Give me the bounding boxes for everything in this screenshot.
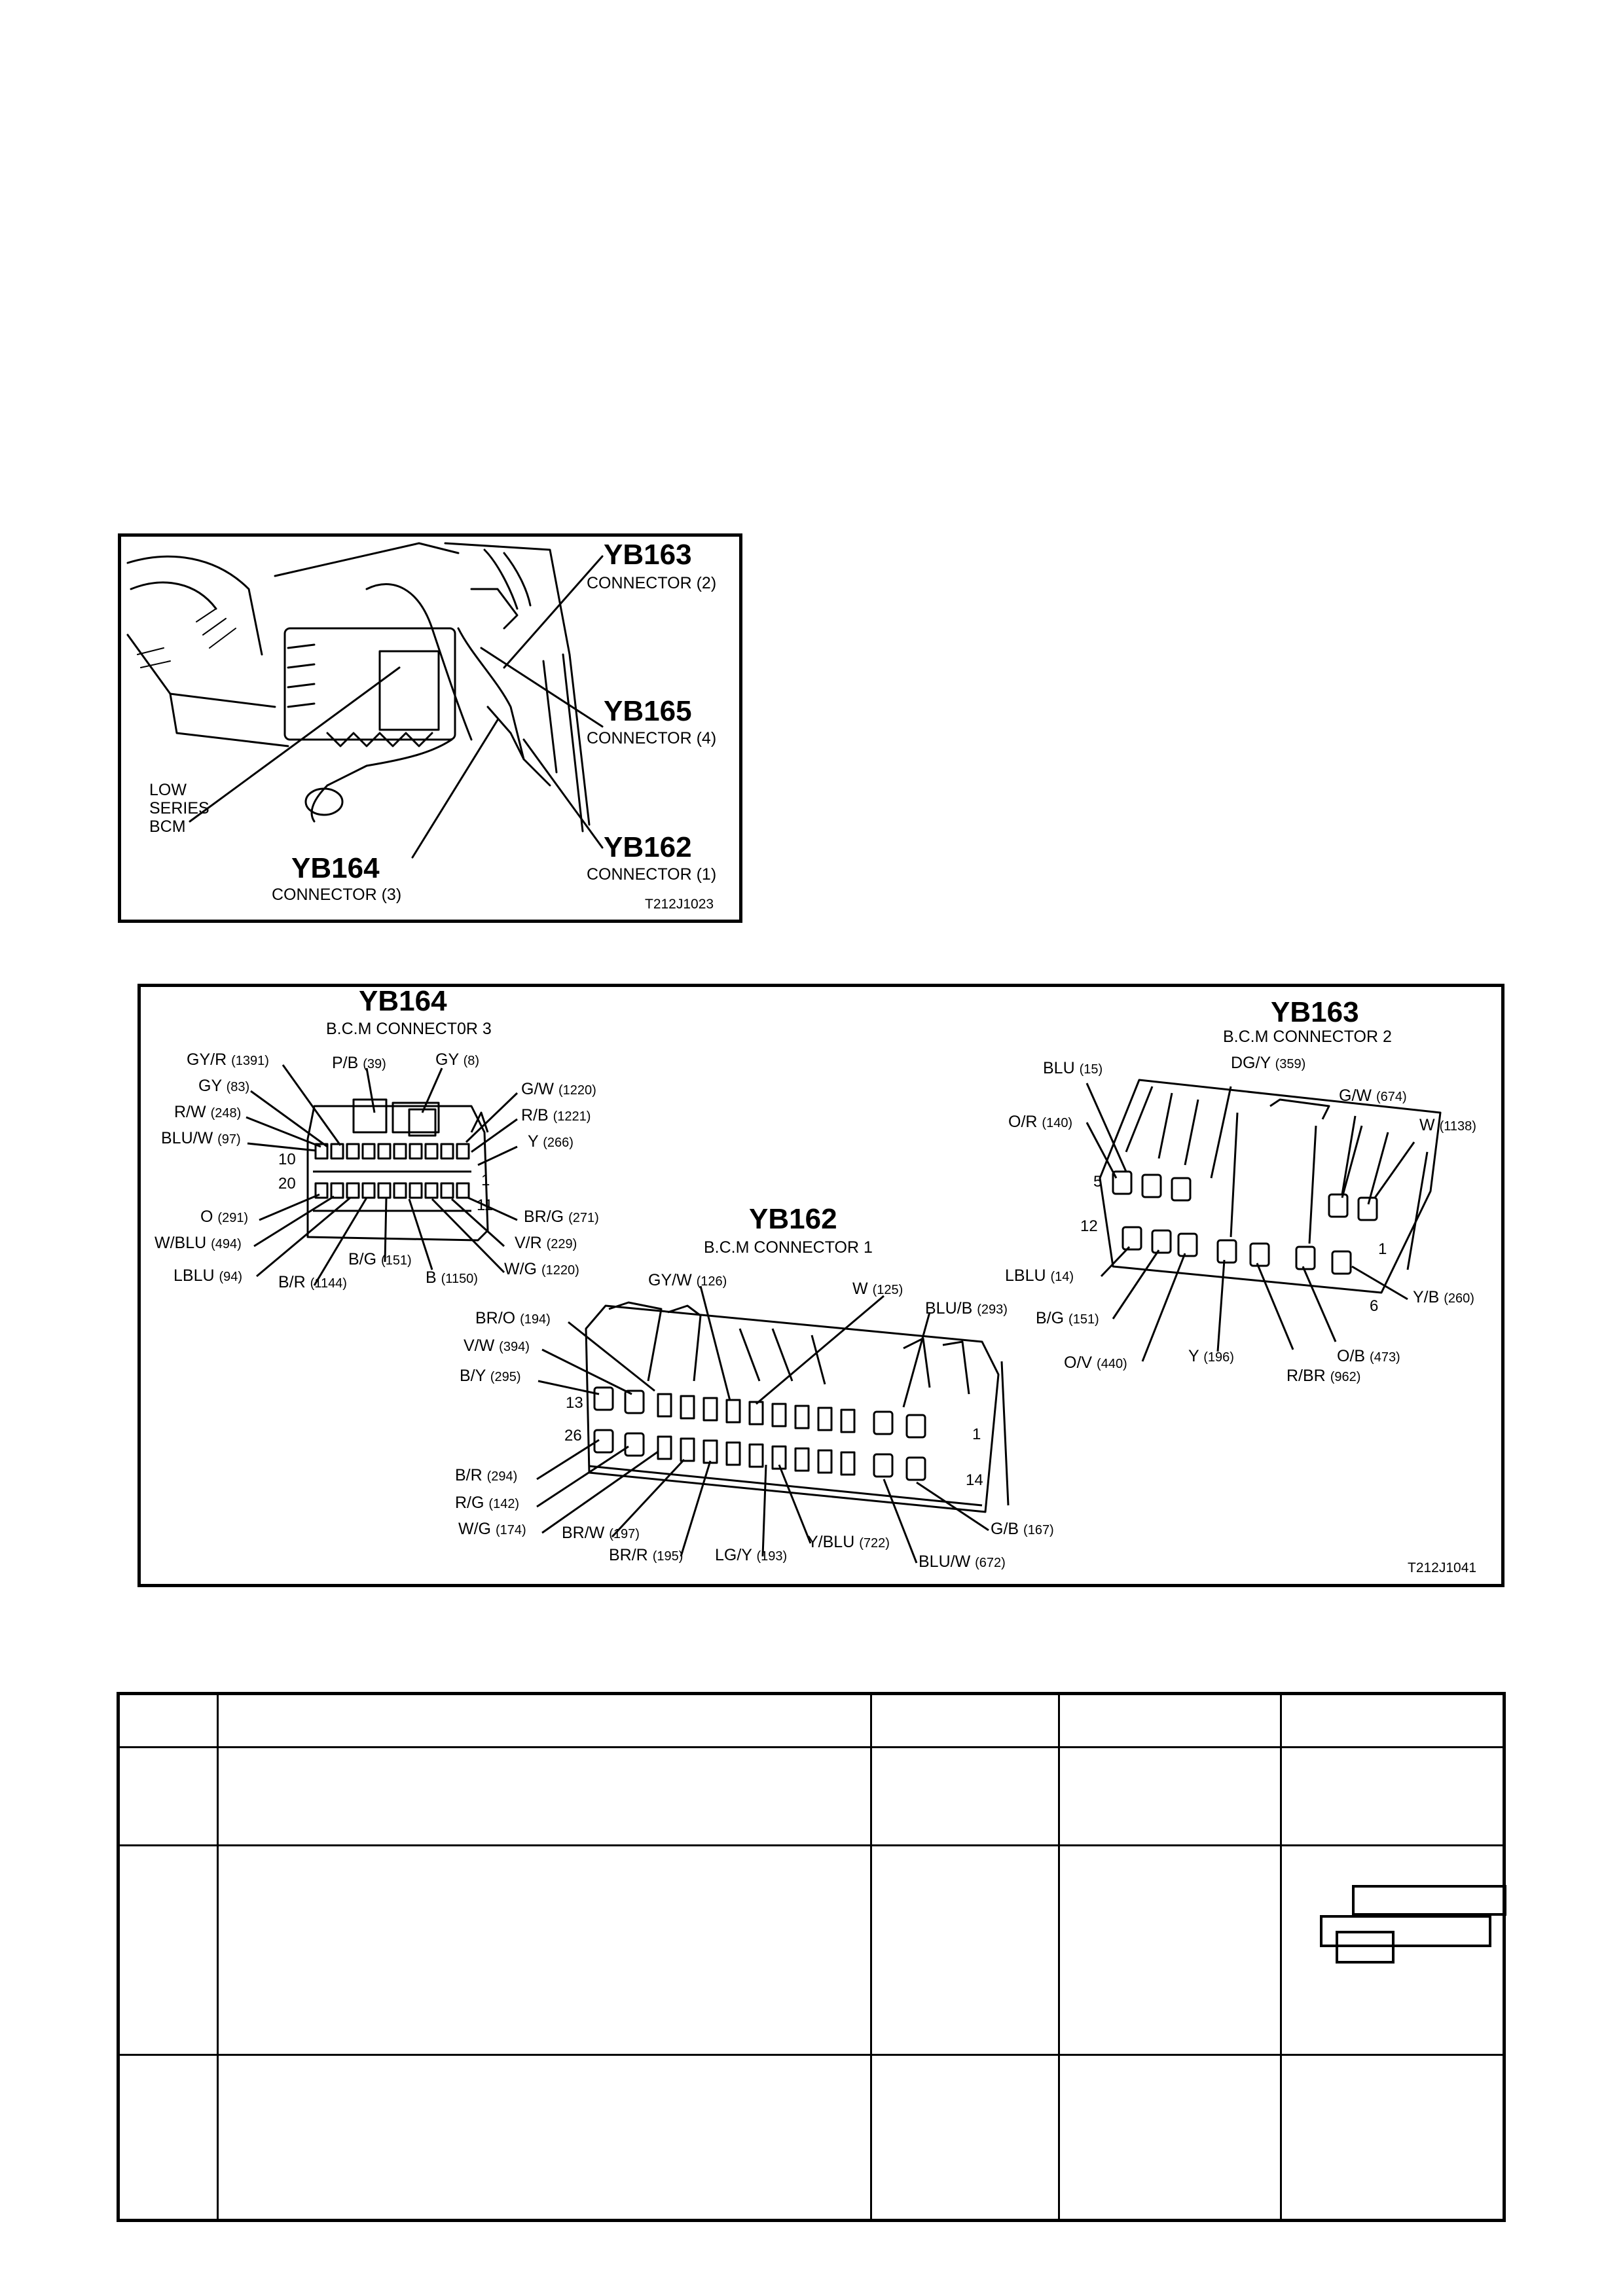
yb164-wire-label: O (291) xyxy=(200,1208,249,1226)
yb163-wire-label: BLU (15) xyxy=(1043,1059,1103,1077)
yb164-wire-label: V/R (229) xyxy=(515,1234,577,1252)
yb163-wire-label: DG/Y (359) xyxy=(1231,1054,1306,1072)
yb164-title: YB164 xyxy=(359,985,447,1017)
yb164-wire-label: B (1150) xyxy=(426,1268,478,1287)
yb164-pin-number: 1 xyxy=(481,1172,490,1189)
yb164-pin-number: 20 xyxy=(278,1175,296,1193)
yb163-wire-label: Y (196) xyxy=(1188,1347,1234,1365)
yb162-wire-label: Y/BLU (722) xyxy=(807,1533,890,1551)
yb164-wire-label: GY/R (1391) xyxy=(187,1050,269,1069)
yb163-pin-number: 12 xyxy=(1080,1217,1098,1235)
yb164-wire-label: W/G (1220) xyxy=(504,1260,579,1278)
location-figure-code: T212J1023 xyxy=(645,897,714,912)
yb164-wire-label: R/W (248) xyxy=(174,1103,242,1121)
yb163-wire-label: R/BR (962) xyxy=(1286,1367,1361,1385)
yb164-wire-label: B/R (1144) xyxy=(278,1273,347,1291)
yb164-location-sub: CONNECTOR (3) xyxy=(272,886,402,904)
yb164-wire-label: W/BLU (494) xyxy=(155,1234,242,1252)
yb163-wire-label: G/W (674) xyxy=(1339,1086,1407,1105)
yb164-subtitle: B.C.M CONNECT0R 3 xyxy=(326,1020,492,1038)
yb164-location-label: YB164 xyxy=(291,852,380,884)
yb163-wire-label: O/V (440) xyxy=(1064,1354,1127,1372)
yb164-wire-label: LBLU (94) xyxy=(173,1266,243,1285)
yb162-pin-number: 1 xyxy=(972,1426,981,1443)
yb162-pin-number: 13 xyxy=(566,1394,583,1412)
bcm-label-line-3: BCM xyxy=(149,817,186,836)
yb162-pin-number: 14 xyxy=(966,1471,983,1489)
yb164-wire-label: B/G (151) xyxy=(348,1250,412,1268)
yb162-wire-label: G/B (167) xyxy=(991,1520,1054,1538)
yb162-wire-label: W/G (174) xyxy=(458,1520,526,1538)
yb162-pin-number: 26 xyxy=(564,1427,582,1444)
yb165-location-sub: CONNECTOR (4) xyxy=(587,729,717,747)
yb162-wire-label: GY/W (126) xyxy=(648,1271,727,1289)
yb163-pin-number: 1 xyxy=(1378,1240,1387,1258)
yb164-wire-label: GY (83) xyxy=(198,1077,250,1095)
yb162-location-label: YB162 xyxy=(604,831,692,863)
yb164-pin-number: 11 xyxy=(477,1196,493,1214)
yb162-wire-label: B/Y (295) xyxy=(460,1367,521,1385)
yb162-wire-label: LG/Y (193) xyxy=(715,1546,788,1564)
yb163-location-sub: CONNECTOR (2) xyxy=(587,574,717,592)
yb163-wire-label: B/G (151) xyxy=(1036,1309,1099,1327)
yb162-wire-label: BR/W (197) xyxy=(562,1524,640,1542)
yb163-title: YB163 xyxy=(1271,996,1359,1028)
yb162-wire-label: BLU/B (293) xyxy=(925,1299,1008,1318)
yb164-wire-label: P/B (39) xyxy=(332,1054,386,1072)
yb163-pin-number: 5 xyxy=(1093,1173,1103,1191)
bcm-label-line-1: LOW xyxy=(149,781,187,799)
yb163-pin-number: 6 xyxy=(1370,1297,1379,1315)
bcm-label-line-2: SERIES xyxy=(149,799,210,817)
yb162-wire-label: BR/O (194) xyxy=(475,1309,551,1327)
yb162-location-sub: CONNECTOR (1) xyxy=(587,865,717,884)
yb162-wire-label: BLU/W (672) xyxy=(919,1552,1006,1571)
yb164-wire-label: BLU/W (97) xyxy=(161,1129,241,1147)
yb162-subtitle: B.C.M CONNECTOR 1 xyxy=(704,1238,873,1257)
yb162-wire-label: B/R (294) xyxy=(455,1466,518,1484)
yb164-wire-label: R/B (1221) xyxy=(521,1106,591,1124)
yb163-wire-label: Y/B (260) xyxy=(1413,1288,1474,1306)
yb163-subtitle: B.C.M CONNECTOR 2 xyxy=(1223,1028,1392,1046)
yb164-wire-label: G/W (1220) xyxy=(521,1080,596,1098)
yb163-wire-label: LBLU (14) xyxy=(1005,1266,1074,1285)
yb165-location-label: YB165 xyxy=(604,695,692,727)
yb162-wire-label: V/W (394) xyxy=(464,1336,530,1355)
yb163-wire-label: O/B (473) xyxy=(1337,1347,1400,1365)
yb162-wire-label: W (125) xyxy=(852,1280,903,1298)
yb163-location-label: YB163 xyxy=(604,539,692,571)
yb162-wire-label: R/G (142) xyxy=(455,1494,520,1512)
yb164-wire-label: BR/G (271) xyxy=(524,1208,599,1226)
connector-figure-code: T212J1041 xyxy=(1408,1560,1477,1575)
yb164-wire-label: GY (8) xyxy=(435,1050,480,1069)
yb162-title: YB162 xyxy=(749,1203,837,1235)
yb163-wire-label: O/R (140) xyxy=(1008,1113,1073,1131)
yb162-wire-label: BR/R (195) xyxy=(609,1546,684,1564)
yb164-pin-number: 10 xyxy=(278,1151,296,1168)
yb163-wire-label: W (1138) xyxy=(1419,1116,1476,1134)
yb164-wire-label: Y (266) xyxy=(528,1132,574,1151)
